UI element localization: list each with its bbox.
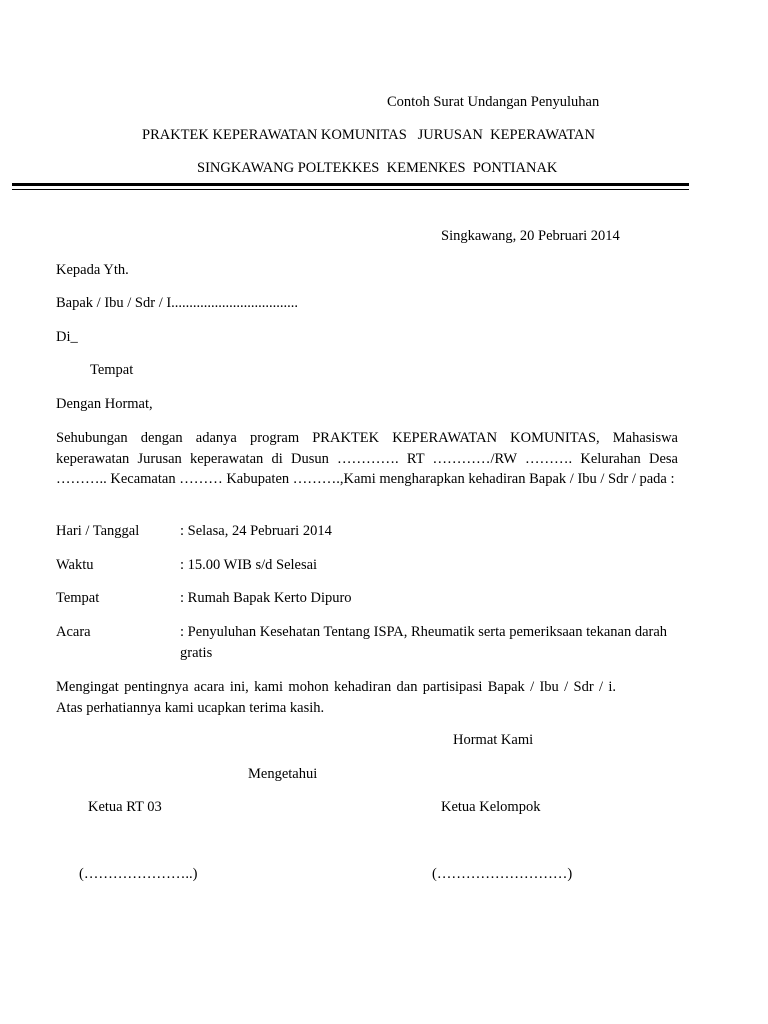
place-date: Singkawang, 20 Pebruari 2014	[441, 228, 620, 244]
left-signer-title: Ketua RT 03	[88, 799, 162, 815]
di-label: Di_	[56, 329, 78, 345]
detail-label-time: Waktu	[56, 557, 94, 573]
detail-label-place: Tempat	[56, 590, 100, 606]
detail-label-event: Acara	[56, 624, 91, 640]
tempat-label: Tempat	[90, 362, 134, 378]
letterhead-line-1: PRAKTEK KEPERAWATAN KOMUNITAS JURUSAN KEPERAWATAN	[142, 127, 595, 143]
right-signature-blank: (………………………)	[432, 866, 573, 882]
greeting: Dengan Hormat,	[56, 396, 153, 412]
recipient-line: Bapak / Ibu / Sdr / I...................................	[56, 295, 299, 311]
closing-paragraph: Mengingat pentingnya acara ini, kami mohon kehadiran dan partisipasi Bapak / Ibu / Sdr / i. Atas perhatiannya kami ucapkan terima kasih.	[56, 679, 616, 716]
right-signer-title: Ketua Kelompok	[441, 799, 541, 815]
letterhead-line-2: SINGKAWANG POLTEKKES KEMENKES PONTIANAK	[197, 160, 558, 176]
body-paragraph: Sehubungan dengan adanya program PRAKTEK KEPERAWATAN KOMUNITAS, Mahasiswa keperawatan Jurusan keperawatan di Dusun …………. RT …………/RW ………. Kelurahan Desa ……….. Kecamatan ……… Kabupaten ……….,Kami mengharapkan kehadiran Bapak / Ibu / Sdr / pada :	[56, 430, 678, 487]
detail-value-place: : Rumah Bapak Kerto Dipuro	[180, 590, 352, 606]
hormat-kami: Hormat Kami	[453, 732, 534, 748]
detail-value-time: : 15.00 WIB s/d Selesai	[180, 557, 318, 573]
letterhead-rule-thin	[12, 189, 689, 190]
addressee-label: Kepada Yth.	[56, 262, 129, 278]
detail-value-event: : Penyuluhan Kesehatan Tentang ISPA, Rheumatik serta pemeriksaan tekanan darah gratis	[180, 624, 668, 661]
document-caption: Contoh Surat Undangan Penyuluhan	[387, 94, 600, 110]
left-signature-blank: (…………………..)	[79, 866, 198, 882]
mengetahui: Mengetahui	[248, 766, 318, 782]
detail-value-date: : Selasa, 24 Pebruari 2014	[180, 523, 332, 539]
letterhead-rule-thick	[12, 183, 689, 186]
detail-label-date: Hari / Tanggal	[56, 523, 140, 539]
